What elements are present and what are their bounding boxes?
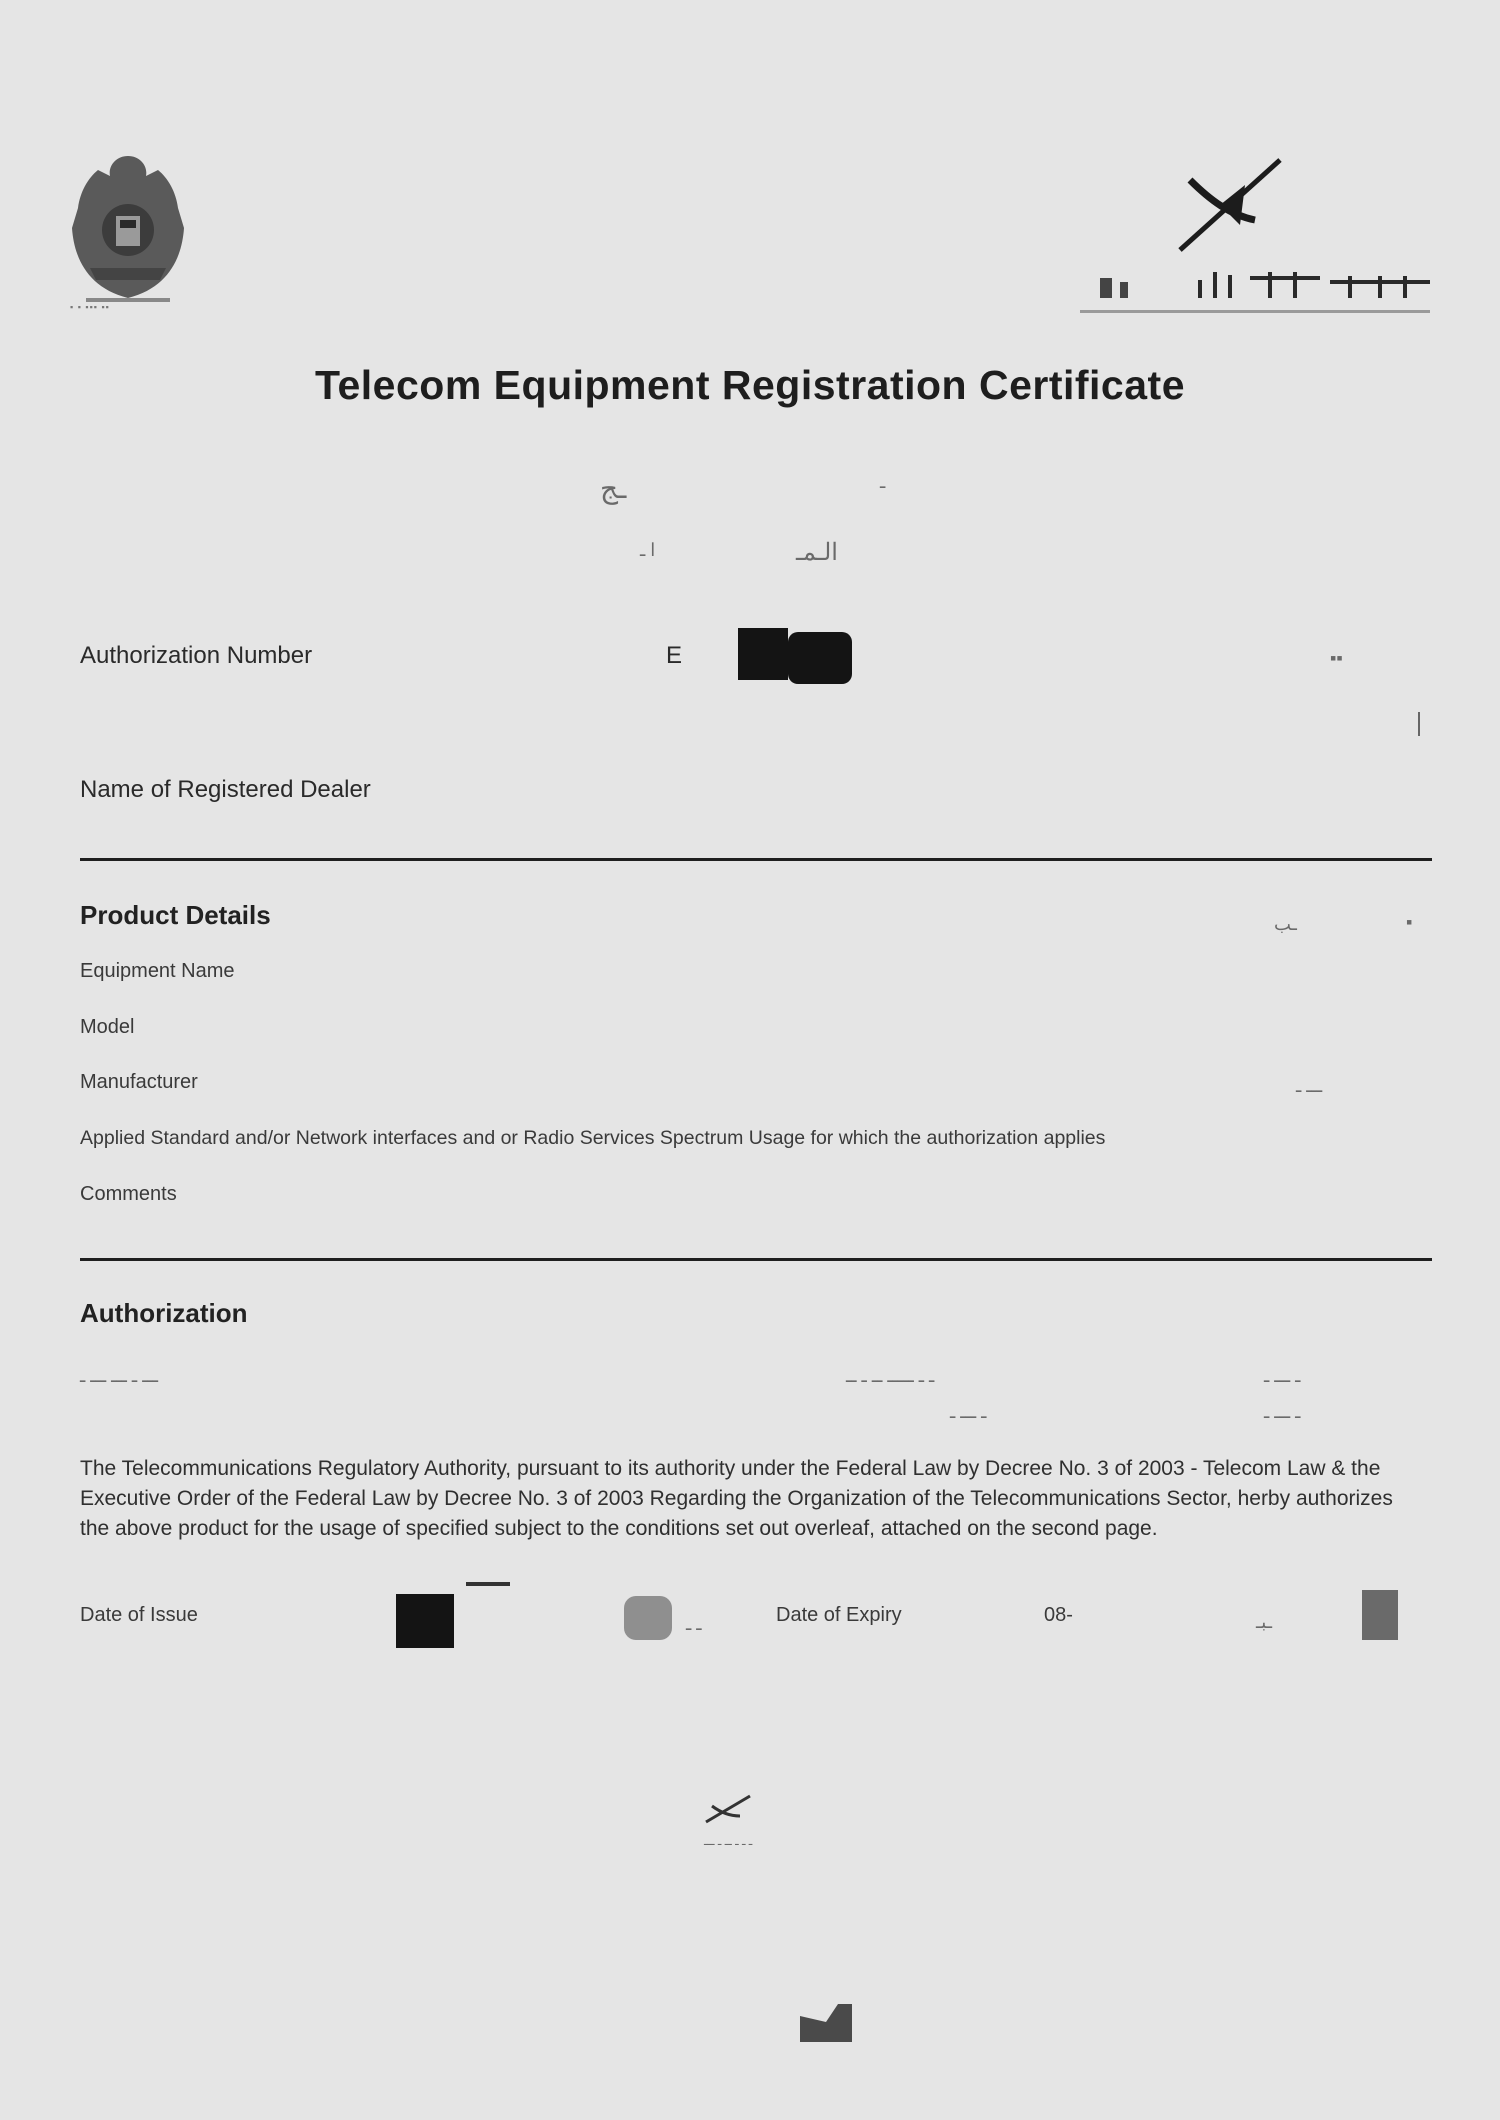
arabic-line: ـ ـــ ـ [1264,1402,1301,1422]
date-of-issue-label: Date of Issue [80,1604,198,1626]
authorization-number-label: Authorization Number [80,642,313,669]
arabic-mark: ـــ ـ [1296,1076,1323,1096]
manufacturer-label: Manufacturer [80,1071,198,1093]
arabic-mark: الـمـ [796,539,838,566]
section-rule [80,858,1432,861]
arabic-mark: ـج [600,473,627,504]
authorization-number-prefix: E [666,642,683,669]
arabic-line: ـ ـــ ـ [950,1402,987,1422]
section-rule [80,1258,1432,1261]
signature-caption: ـ ـ ـ ــ ـ ـــ [704,1834,753,1848]
stamp-icon [796,2000,856,2046]
redaction-box [788,632,852,684]
arabic-mark: ▪▪ [1330,648,1343,668]
arabic-line: ـ ـــ ـ [1264,1366,1301,1386]
equipment-name-label: Equipment Name [80,960,235,982]
arabic-line: ـــ ـ ـــ ـــ ـ [80,1366,159,1386]
comments-label: Comments [80,1183,177,1205]
certificate-title: Telecom Equipment Registration Certificate [314,362,1185,408]
redaction-box [1362,1590,1398,1640]
signature-mark-icon [700,1790,760,1830]
model-label: Model [80,1016,135,1038]
date-of-expiry-label: Date of Expiry [776,1604,902,1626]
arabic-mark: ا ـ [640,540,656,560]
uae-emblem-icon [68,148,188,318]
arabic-mark: ▪ [1406,912,1413,932]
applied-standard-label: Applied Standard and/or Network interfaces and or Radio Services Spectrum Usage for which the authorization applies [80,1127,1106,1149]
arabic-mark: ـب [1274,914,1297,934]
divider-tick [1418,712,1420,736]
tra-logo-icon [1080,150,1440,320]
redaction-box [396,1594,454,1648]
product-details-heading: Product Details [80,900,271,930]
emblem-caption: ▪ ▪ ▪▪▪ ▪▪ [70,302,110,312]
redaction-blob [624,1596,672,1640]
authorization-heading: Authorization [80,1298,248,1328]
date-of-expiry-value: 08- [1044,1604,1073,1626]
arabic-line: ـ ـ ـــــ ــ ـ ــ [846,1366,935,1386]
scribble-mark [466,1582,510,1586]
arabic-mark: ـبـ [1256,1612,1272,1632]
arabic-mark: ـ [880,472,886,492]
redaction-box [738,628,788,680]
authorization-statement: The Telecommunications Regulatory Authority, pursuant to its authority under the Federal Law by Decree No. 3 of 2003 - Telecom Law & the Executive Order of the Federal Law by Decree No. 3 of 2003 Regarding the Organization of the Telecommunications Sector, herby authorizes the above product for the usage of specified subject to the conditions set out overleaf, attached on the second page. [80,1457,1393,1540]
arabic-mark: ـ ـ [686,1614,702,1634]
dealer-label: Name of Registered Dealer [80,776,371,803]
